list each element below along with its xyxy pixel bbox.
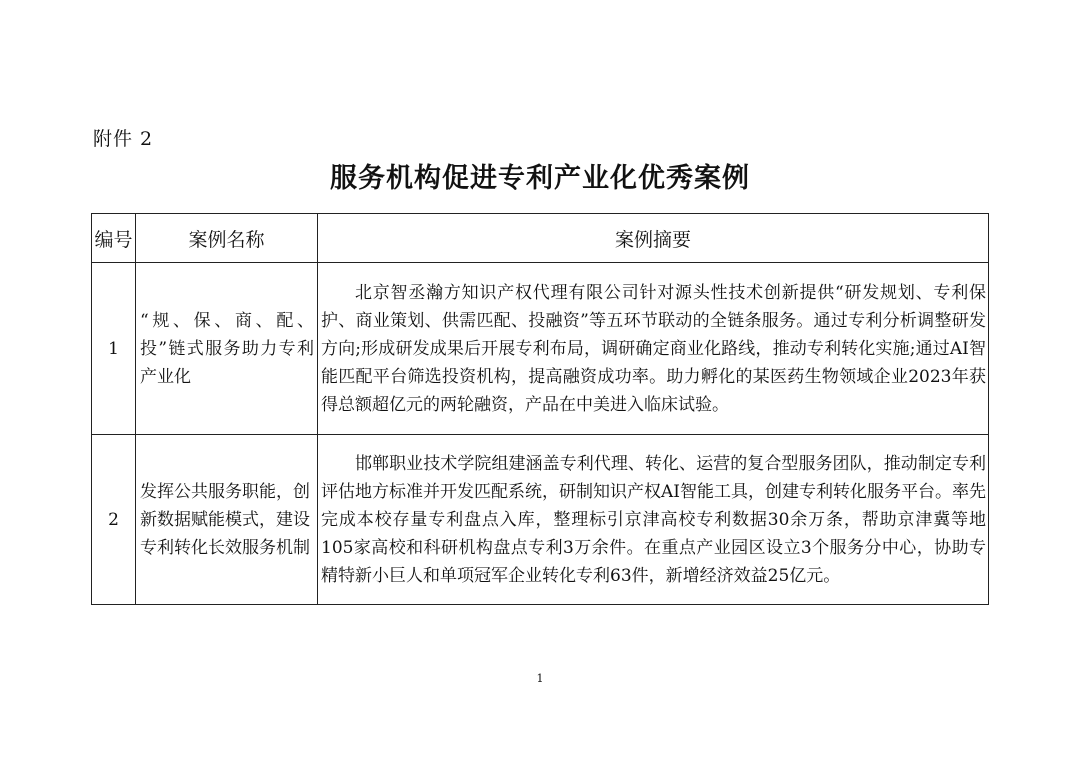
cases-table [91, 213, 989, 605]
table-header-row [92, 214, 989, 263]
case-summary-text: 邯郸职业技术学院组建涵盖专利代理、转化、运营的复合型服务团队，推动制定专利评估地方标准并开发匹配系统，研制知识产权AI智能工具，创建专利转化服务平台。率先完成本校存量专利盘点入库，整理标引京津高校专利数据30余万条，帮助京津冀等地105家高校和科研机构盘点专利3万余件。在重点产业园区设立3个服务分中心，协助专精特新小巨人和单项冠军企业转化专利63件，新增经济效益25亿元。 [321, 453, 986, 586]
page-number: 1 [536, 672, 544, 685]
case-number: 1 [92, 263, 136, 435]
column-header-name: 案例名称 [136, 214, 318, 263]
document-title: 服务机构促进专利产业化优秀案例 [330, 163, 750, 194]
case-number: 2 [92, 435, 136, 605]
case-summary [318, 435, 989, 605]
column-header-summary: 案例摘要 [318, 214, 989, 263]
table-row [92, 263, 989, 435]
case-name [136, 263, 318, 435]
column-header-number: 编号 [92, 214, 136, 263]
case-summary-text: 北京智丞瀚方知识产权代理有限公司针对源头性技术创新提供“研发规划、专利保护、商业策划、供需匹配、投融资”等五环节联动的全链条服务。通过专利分析调整研发方向;形成研发成果后开展专利布局，调研确定商业化路线，推动专利转化实施;通过AI智能匹配平台筛选投资机构，提高融资成功率。助力孵化的某医药生物领域企业2023年获得总额超亿元的两轮融资，产品在中美进入临床试验。 [321, 282, 986, 415]
table-row [92, 435, 989, 605]
attachment-label: 附件 2 [93, 128, 154, 150]
case-name-text: “规、保、商、配、投”链式服务助力专利产业化 [140, 310, 314, 387]
case-name [136, 435, 318, 605]
case-summary [318, 263, 989, 435]
case-name-text: 发挥公共服务职能，创新数据赋能模式，建设专利转化长效服务机制 [140, 481, 310, 558]
